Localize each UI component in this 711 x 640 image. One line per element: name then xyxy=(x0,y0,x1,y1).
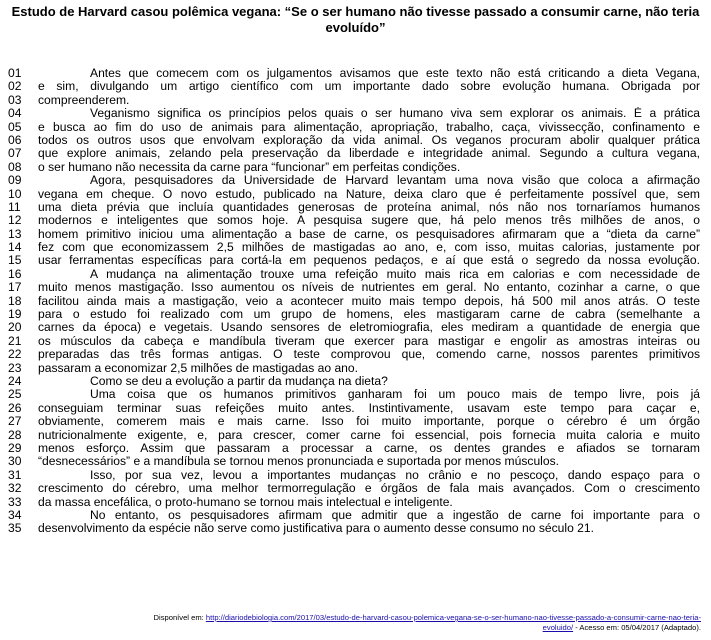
line-text: Isso, por sua vez, levou a importantes mudanças no crânio e no pescoço, dando espaço para o xyxy=(90,468,700,482)
line-number: 09 xyxy=(8,173,22,188)
text-line xyxy=(8,295,700,308)
line-number: 02 xyxy=(8,79,22,94)
line-text: nutricionalmente exigente, e, para crescer, comer carne foi essencial, pois fornecia muita caloria e muito xyxy=(38,428,700,442)
line-number: 13 xyxy=(8,226,22,241)
line-text: conseguiam terminar suas refeições muito antes. Instintivamente, usavam este tempo para caçar e, xyxy=(38,401,700,415)
line-number: 18 xyxy=(8,293,22,308)
line-text: A mudança na alimentação trouxe uma refeição muito mais rica em calorias e com necessidade de xyxy=(90,267,700,281)
line-number: 19 xyxy=(8,307,22,322)
text-line xyxy=(8,321,700,334)
line-number: 28 xyxy=(8,427,22,442)
line-number: 06 xyxy=(8,132,22,147)
text-line xyxy=(8,522,700,535)
line-number: 01 xyxy=(8,66,22,80)
source-link[interactable]: http://diariodebiologia.com/2017/03/estudo-de-harvard-casou-polemica-vegana-se-o-ser-humano-nao-tivesse-passado-a-consumir-carne-nao-teria- xyxy=(205,613,701,622)
line-number: 15 xyxy=(8,253,22,268)
line-text: Como se deu a evolução a partir da mudança na dieta? xyxy=(90,374,388,388)
source-suffix: - Acesso em: 05/04/2017 (Adaptado). xyxy=(573,623,701,632)
line-number: 05 xyxy=(8,119,22,134)
line-number: 24 xyxy=(8,373,22,388)
line-number: 11 xyxy=(8,199,21,214)
line-text: obviamente, comerem mais e mais carne. Isso foi muito importante, porque o cérebro é um órgão xyxy=(38,415,700,429)
text-line xyxy=(8,442,700,455)
text-line xyxy=(8,388,700,401)
text-line xyxy=(8,415,700,428)
text-line xyxy=(8,254,700,267)
line-text: passaram a economizar 2,5 milhões de mastigadas ao ano. xyxy=(38,361,358,375)
text-line xyxy=(8,496,700,509)
line-number: 16 xyxy=(8,266,22,281)
line-number: 10 xyxy=(8,186,22,201)
line-number: 27 xyxy=(8,414,22,429)
line-text: para o estudo foi realizado com um grupo de homens, eles mastigaram carne de cabra (semelhante a xyxy=(38,308,700,322)
text-line xyxy=(8,281,700,294)
text-line xyxy=(8,214,700,227)
line-number: 08 xyxy=(8,159,22,174)
text-line xyxy=(8,308,700,321)
line-number: 31 xyxy=(8,467,22,482)
text-line xyxy=(8,241,700,254)
line-number: 03 xyxy=(8,92,22,107)
text-line xyxy=(8,174,700,187)
numbered-text-body xyxy=(8,67,700,536)
text-line xyxy=(8,455,700,468)
line-text: e sim, divulgando um artigo científico com um importante dado sobre evolução humana. Obrigada por xyxy=(38,80,700,94)
line-text: os músculos da cabeça e mandíbula tiveram que exercer para mastigar e engolir as amostras inteiras ou xyxy=(38,334,700,348)
line-text: desenvolvimento da espécie não serve como justificativa para o aumento desse consumo no século 21. xyxy=(38,522,594,536)
line-text: Uma coisa que os humanos primitivos ganharam foi um pouco mais de tempo livre, pois já xyxy=(90,388,700,402)
line-number: 25 xyxy=(8,387,22,402)
line-text: fez com que economizassem 2,5 milhões de mastigadas ao ano, e, com isso, muitas calorias, justamente por xyxy=(38,241,700,255)
source-prefix: Disponível em: xyxy=(153,613,206,622)
line-text: Veganismo significa os princípios pelos quais o ser humano viva sem explorar os animais. É a prática xyxy=(90,107,700,121)
line-number: 14 xyxy=(8,240,22,255)
text-line xyxy=(8,94,700,107)
text-line xyxy=(8,362,700,375)
line-text: No entanto, os pesquisadores afirmam que admitir que a ingestão de carne foi importante para o xyxy=(90,508,700,522)
line-number: 17 xyxy=(8,280,22,295)
line-text: menos esforço. Assim que passaram a processar a carne, os dentes grandes e afiados se tornaram xyxy=(38,441,700,455)
line-number: 22 xyxy=(8,347,22,362)
line-text: muito menos mastigação. Isso aumentou os níveis de nutrientes em geral. No entanto, cozinhar a carne, o que xyxy=(38,281,700,295)
line-text: que explore animais, zelando pela preservação da liberdade e integridade animal. Segundo a cultura vegana, xyxy=(38,147,700,161)
line-text: homem primitivo iniciou uma alimentação a base de carne, os pesquisadores afirmaram que a “dieta da carne” xyxy=(38,227,700,241)
text-line xyxy=(8,469,700,482)
line-number: 26 xyxy=(8,400,22,415)
text-line xyxy=(8,429,700,442)
text-line xyxy=(8,268,700,281)
text-line xyxy=(8,335,700,348)
line-number: 04 xyxy=(8,106,22,121)
line-number: 21 xyxy=(8,333,22,348)
text-line xyxy=(8,188,700,201)
line-text: e busca ao fim do uso de animais para alimentação, apropriação, trabalho, caça, vivissecção, confinamento e xyxy=(38,120,700,134)
text-line xyxy=(8,482,700,495)
line-text: usar ferramentas específicas para cortá-la em pequenos pedaços, e aí que está o segredo da nossa evolução. xyxy=(38,254,700,268)
line-text: da massa encefálica, o proto-humano se tornou mais intelectual e inteligente. xyxy=(38,495,453,509)
line-text: uma dieta prévia que incluía quantidades generosas de proteína animal, nós não nos tornaríamos humanos xyxy=(38,200,700,214)
line-number: 20 xyxy=(8,320,22,335)
line-text: modernos e inteligentes que somos hoje. A pesquisa sugere que, há pelo menos três milhões de anos, o xyxy=(38,214,700,228)
line-text: todos os outros usos que envolvam exploração da vida animal. Os veganos procuram abolir qualquer prática xyxy=(38,133,700,147)
line-number: 29 xyxy=(8,440,22,455)
line-number: 35 xyxy=(8,521,22,536)
line-number: 30 xyxy=(8,454,22,469)
text-line xyxy=(8,80,700,93)
text-line xyxy=(8,161,700,174)
line-text: vegana em cheque. O novo estudo, publicado na Nature, deixa claro que é perfeitamente possível que, sem xyxy=(38,187,700,201)
line-number: 23 xyxy=(8,360,22,375)
line-text: Antes que comecem com os julgamentos avisamos que este texto não está criticando a dieta Vegana, xyxy=(90,67,700,80)
text-line xyxy=(8,509,700,522)
line-number: 32 xyxy=(8,481,22,496)
text-line xyxy=(8,348,700,361)
text-line xyxy=(8,228,700,241)
text-line xyxy=(8,147,700,160)
line-text: “desnecessários” e a mandíbula se tornou menos pronunciada e suportada por menos músculos. xyxy=(38,455,559,469)
line-number: 12 xyxy=(8,213,22,228)
text-line xyxy=(8,67,700,80)
line-text: facilitou ainda mais a mastigação, veio a acontecer muito mais tempo depois, há 500 mil anos atrás. O teste xyxy=(38,294,700,308)
line-number: 33 xyxy=(8,494,22,509)
line-text: Agora, pesquisadores da Universidade de Harvard levantam uma nova visão que coloca a afirmação xyxy=(90,174,700,188)
text-line xyxy=(8,201,700,214)
text-line xyxy=(8,402,700,415)
article-title: Estudo de Harvard casou polêmica vegana: “Se o ser humano não tivesse passado a consumir carne, não teria evoluído” xyxy=(11,4,700,35)
source-citation xyxy=(21,613,701,633)
line-text: o ser humano não necessita da carne para “funcionar” em perfeitas condições. xyxy=(38,160,461,174)
line-text: compreenderem. xyxy=(38,93,130,107)
source-link-continued[interactable]: evoluido/ xyxy=(542,623,574,632)
text-line xyxy=(8,107,700,120)
text-line xyxy=(8,375,700,388)
text-line xyxy=(8,121,700,134)
line-text: crescimento do cérebro, uma melhor termorregulação e órgãos de fala mais avançados. Com o crescimento xyxy=(38,482,700,496)
line-text: carnes da época) e vegetais. Usando sensores de eletromiografia, eles mediram a quantidade de energia que xyxy=(38,321,700,335)
line-text: preparadas das três formas antigas. O teste comprovou que, comendo carne, nossos parentes primitivos xyxy=(38,348,700,362)
text-line xyxy=(8,134,700,147)
line-number: 07 xyxy=(8,146,22,161)
line-number: 34 xyxy=(8,507,22,522)
